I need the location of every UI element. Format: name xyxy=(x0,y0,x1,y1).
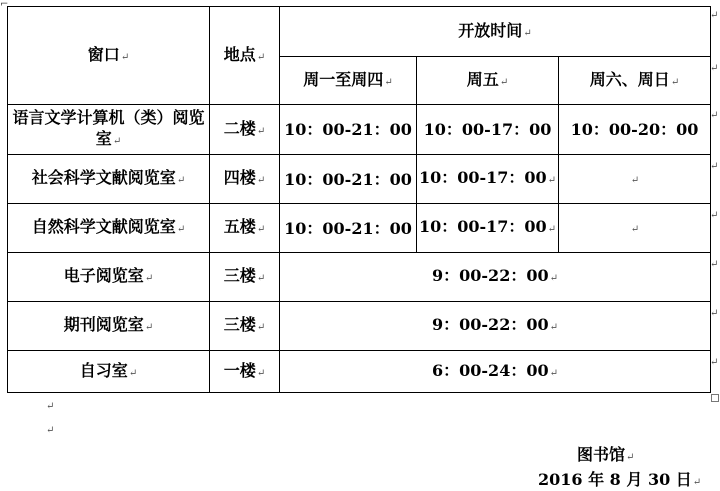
hours-weekend: ↵ xyxy=(559,155,711,204)
hours-all-week: 6：00-24：00↵ xyxy=(280,351,711,393)
table-resize-handle[interactable] xyxy=(711,394,719,402)
empty-paragraph-mark: ↵ xyxy=(46,425,55,436)
header-weekend: 周六、周日↵ xyxy=(559,57,711,105)
table-row xyxy=(8,105,711,155)
room-name: 期刊阅览室↵ xyxy=(8,302,210,351)
hours-all-week: 9：00-22：00↵ xyxy=(280,253,711,302)
room-floor: 二楼↵ xyxy=(210,105,280,155)
table-row xyxy=(8,155,711,204)
row-end-mark: ↵ xyxy=(710,110,719,121)
table-row xyxy=(8,351,711,393)
empty-paragraph-mark: ↵ xyxy=(46,401,55,412)
header-window: 窗口↵ xyxy=(8,7,210,105)
row-end-mark: ↵ xyxy=(710,10,719,21)
hours-fri: 10：00-17：00↵ xyxy=(417,155,559,204)
row-end-mark: ↵ xyxy=(710,259,719,270)
hours-mon-thu: 10：00-21：00 xyxy=(280,155,417,204)
row-end-mark: ↵ xyxy=(710,308,719,319)
table-row xyxy=(8,204,711,253)
header-mon-thu: 周一至周四↵ xyxy=(280,57,417,105)
table-row xyxy=(8,253,711,302)
opening-hours-table xyxy=(7,6,711,393)
room-name: 电子阅览室↵ xyxy=(8,253,210,302)
hours-fri: 10：00-17：00↵ xyxy=(417,204,559,253)
room-name: 自然科学文献阅览室↵ xyxy=(8,204,210,253)
hours-mon-thu: 10：00-21：00 xyxy=(280,204,417,253)
signature-org: 图书馆↵ xyxy=(577,445,635,464)
room-floor: 一楼↵ xyxy=(210,351,280,393)
room-name: 语言文学计算机（类）阅览室↵ xyxy=(8,105,210,155)
row-end-mark: ↵ xyxy=(710,63,719,74)
room-floor: 三楼↵ xyxy=(210,302,280,351)
hours-weekend: 10：00-20：00 xyxy=(559,105,711,155)
room-floor: 三楼↵ xyxy=(210,253,280,302)
room-floor: 四楼↵ xyxy=(210,155,280,204)
header-location: 地点↵ xyxy=(210,7,280,105)
row-end-mark: ↵ xyxy=(710,161,719,172)
header-fri: 周五↵ xyxy=(417,57,559,105)
room-floor: 五楼↵ xyxy=(210,204,280,253)
room-name: 社会科学文献阅览室↵ xyxy=(8,155,210,204)
table-row xyxy=(8,302,711,351)
page-corner-mark: ⌐ xyxy=(0,0,9,10)
hours-fri: 10：00-17：00 xyxy=(417,105,559,155)
hours-mon-thu: 10：00-21：00 xyxy=(280,105,417,155)
room-name: 自习室↵ xyxy=(8,351,210,393)
hours-weekend: ↵ xyxy=(559,204,711,253)
signature-date: 2016 年 8 月 30 日↵ xyxy=(538,470,702,489)
row-end-mark: ↵ xyxy=(710,357,719,368)
row-end-mark: ↵ xyxy=(710,210,719,221)
header-open-hours: 开放时间↵ xyxy=(280,7,711,57)
table-header-row xyxy=(8,7,711,57)
hours-all-week: 9：00-22：00↵ xyxy=(280,302,711,351)
